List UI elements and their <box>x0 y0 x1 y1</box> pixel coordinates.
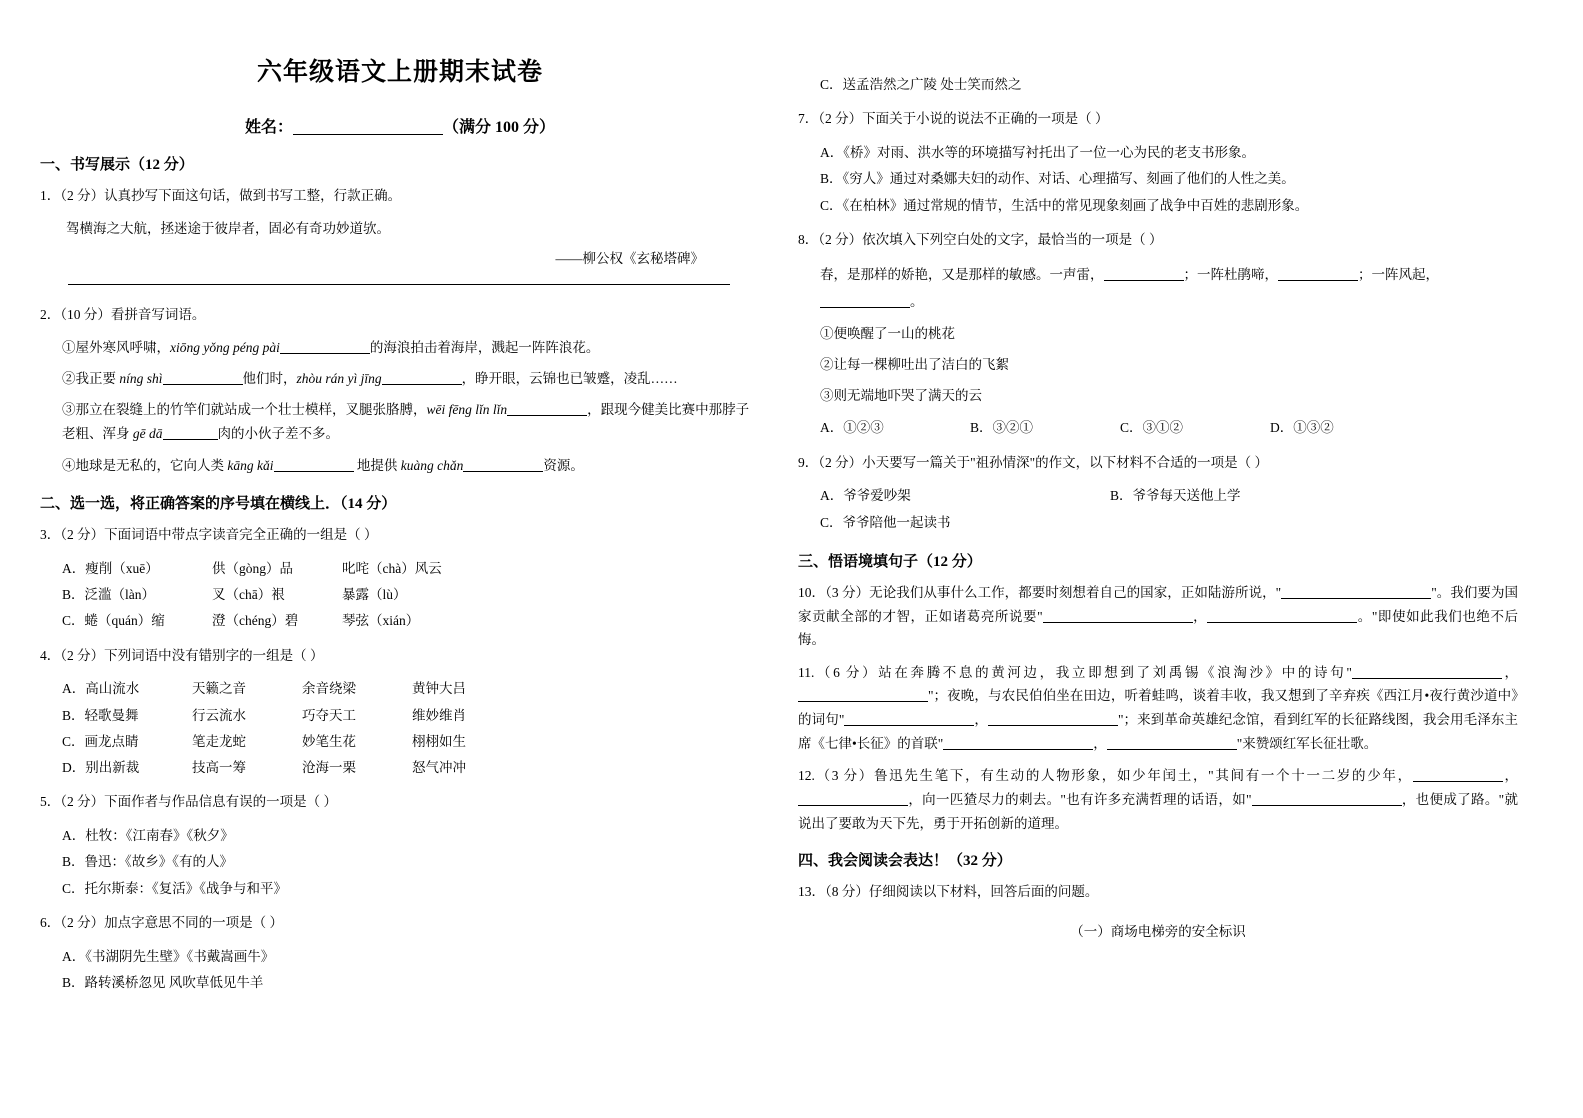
option-b-2[interactable]: 行云流水 <box>192 707 246 723</box>
question-6-options-left <box>62 944 760 997</box>
option-a[interactable]: A．《桥》对雨、洪水等的环境描写衬托出了一位一心为民的老支书形象。 <box>820 144 1255 160</box>
question-9-options <box>820 483 1518 536</box>
question-9-number: 9． <box>798 454 819 470</box>
answer-blank[interactable] <box>1281 598 1431 599</box>
option-c[interactable]: C．托尔斯泰：《复活》《战争与和平》 <box>62 880 288 896</box>
question-2-item-3: ③那立在裂缝上的竹竿们就站成一个壮士模样，叉腿张胳膊，wēi fēng lǐn lǐn ，跟现今健美比赛中那脖子老粗、浑身 gē dā 肉的小伙子差不多。 <box>62 402 750 442</box>
option-row[interactable] <box>62 582 760 608</box>
option-row[interactable] <box>62 703 760 729</box>
option-row[interactable] <box>62 755 760 781</box>
option-c[interactable]: C．蜷（quán）缩 <box>62 613 165 629</box>
item-marker: ③ <box>62 402 76 418</box>
option-row[interactable] <box>62 608 760 634</box>
question-7-options <box>820 140 1518 219</box>
section-heading-1: 一、书写展示（12 分） <box>40 157 194 173</box>
answer-blank[interactable] <box>1207 622 1357 623</box>
question-13-number: 13． <box>798 884 825 900</box>
option-row[interactable] <box>62 849 760 875</box>
option-row[interactable] <box>820 140 1518 166</box>
answer-blank[interactable] <box>798 805 908 806</box>
answer-blank[interactable] <box>280 353 370 354</box>
question-7-number: 7． <box>798 111 819 127</box>
option-c[interactable]: C．送孟浩然之广陵 处士笑而然之 <box>820 77 1022 92</box>
pinyin-hint: xiōng yǒng péng pài <box>170 339 280 355</box>
question-2-text: （10 分）看拼音写词语。 <box>60 306 206 322</box>
item-marker: ① <box>62 339 76 355</box>
option-a[interactable]: A．《书湖阴先生壁》《书戴嵩画牛》 <box>62 948 275 964</box>
option-d[interactable]: D．①③② <box>1270 420 1334 436</box>
option-c-4[interactable]: 栩栩如生 <box>412 733 466 749</box>
pinyin-hint: gē dā <box>132 426 163 442</box>
option-d-2[interactable]: 技高一筹 <box>192 760 246 776</box>
question-6-options-right <box>820 72 1518 98</box>
answer-blank[interactable] <box>163 384 243 385</box>
item-marker: ④ <box>62 457 76 473</box>
question-5-number: 5． <box>40 794 61 810</box>
section-heading-4: 四、我会阅读会表达！（32 分） <box>798 853 1012 870</box>
item-text-pre: 屋外寒风呼啸， <box>75 339 170 355</box>
option-row[interactable] <box>820 193 1518 219</box>
option-a-3[interactable]: 叱咤（chà）风云 <box>342 560 442 576</box>
option-d-4[interactable]: 怒气冲冲 <box>412 760 466 776</box>
option-c[interactable]: C．画龙点睛 <box>62 733 139 749</box>
left-column <box>40 34 760 1098</box>
name-input-blank[interactable] <box>293 134 443 135</box>
question-2-number: 2． <box>40 306 61 322</box>
question-3 <box>40 523 760 547</box>
answer-blank[interactable] <box>507 415 587 416</box>
question-3-text: （2 分）下面词语中带点字读音完全正确的一组是（ ） <box>60 527 378 543</box>
question-3-options <box>62 556 760 635</box>
question-8-item-1: ①便唤醒了一山的桃花 <box>820 325 955 341</box>
option-row[interactable] <box>62 970 760 996</box>
option-a[interactable]: A．高山流水 <box>62 681 140 697</box>
question-8 <box>798 228 1518 252</box>
pinyin-hint: kuàng chǎn <box>400 457 464 473</box>
answer-blank[interactable] <box>463 471 543 472</box>
name-label: 姓名： <box>244 119 293 136</box>
question-1-attribution: ——柳公权《玄秘塔碑》 <box>555 250 704 266</box>
question-1 <box>40 184 760 208</box>
question-12: 12.（3 分）鲁迅先生笔下，有生动的人物形象，如少年闰土，"其间有一个十一二岁的少年， ，，向一匹猹尽力的刺去。"也有许多充满哲理的话语，如" ，也便成了路。"就说出了要敢为天下先，勇于开拓创新的道理。 <box>798 768 1519 831</box>
pinyin-hint: níng shì <box>119 370 163 386</box>
option-b[interactable]: B．《穷人》通过对桑娜夫妇的动作、对话、心理描写、刻画了他们的人性之美。 <box>820 171 1295 187</box>
option-c[interactable]: C．爷爷陪他一起读书 <box>820 514 951 530</box>
question-11: 11.（6 分）站在奔腾不息的黄河边，我立即想到了刘禹锡《浪淘沙》中的诗句" ，"；夜晚，与农民伯伯坐在田边，听着蛙鸣，谈着丰收，我又想到了辛弃疾《西江月•夜行黄沙道中》的词句" ， "；来到革命英雄纪念馆，看到红军的长征路线图，我会用毛泽东主席《七律•长征》的首联" ， "来赞颂红军长征壮歌。 <box>798 664 1519 751</box>
question-5-options <box>62 823 760 902</box>
option-b-3[interactable]: 暴露（lù） <box>342 586 407 602</box>
question-10: 10．（3 分）无论我们从事什么工作，都要时刻想着自己的国家，正如陆游所说，" "。我们要为国家贡献全部的才智，正如诸葛亮所说要" ， 。"即使如此我们也绝不后悔。 <box>798 584 1519 648</box>
question-2-item-2: ②我正要 níng shì 他们时，zhòu rán yì jīng ，睁开眼，云锦也已皱蹙，凌乱…… <box>62 370 678 386</box>
option-b-4[interactable]: 维妙维肖 <box>412 707 466 723</box>
page-title: 六年级语文上册期末试卷 <box>256 59 543 86</box>
option-row[interactable] <box>820 510 1518 536</box>
answer-blank[interactable] <box>1278 280 1358 281</box>
question-8-number: 8． <box>798 231 819 247</box>
answer-blank[interactable] <box>1252 805 1402 806</box>
question-13-text: （8 分）仔细阅读以下材料，回答后面的问题。 <box>825 884 1099 900</box>
handwriting-line[interactable] <box>68 283 730 285</box>
answer-blank[interactable] <box>943 749 1093 750</box>
option-c[interactable]: C．《在柏林》通过常规的情节，生活中的常见现象刻画了战争中百姓的悲剧形象。 <box>820 197 1309 213</box>
option-b-2[interactable]: 叉（chā）裉 <box>212 586 285 602</box>
option-row[interactable] <box>820 72 1518 98</box>
section-heading-2: 二、选一选，将正确答案的序号填在横线上．（14 分） <box>40 496 397 513</box>
option-b-3[interactable]: 巧夺天工 <box>302 707 356 723</box>
answer-blank[interactable] <box>1043 622 1193 623</box>
question-7-text: （2 分）下面关于小说的说法不正确的一项是（ ） <box>818 111 1109 127</box>
question-6-number: 6． <box>40 915 61 931</box>
option-row[interactable] <box>62 729 760 755</box>
item-text-post: 的海浪拍击着海岸，溅起一阵阵浪花。 <box>369 339 600 355</box>
option-b[interactable]: B．爷爷每天送他上学 <box>1110 488 1241 504</box>
question-2-item-4: ④地球是无私的，它向人类 kāng kǎi 地提供 kuàng chǎn 资源。 <box>62 457 584 473</box>
option-b[interactable]: B．③②① <box>970 420 1034 436</box>
item-marker: ② <box>62 370 76 386</box>
option-a-3[interactable]: 余音绕梁 <box>302 681 356 697</box>
question-8-item-2: ②让每一棵柳吐出了洁白的飞絮 <box>820 356 1009 372</box>
score-note: （满分 100 分） <box>443 119 556 136</box>
pinyin-hint: zhòu rán yì jīng <box>296 370 382 386</box>
option-c-3[interactable]: 琴弦（xián） <box>342 613 420 629</box>
option-b[interactable]: B．鲁迅：《故乡》《有的人》 <box>62 854 234 870</box>
answer-blank[interactable] <box>844 725 974 726</box>
question-12-number: 12. <box>798 768 815 784</box>
question-2-item-1 <box>62 336 760 360</box>
question-8-stem: 春，是那样的娇艳，又是那样的敏感。一声雷， ；一阵杜鹃啼， ；一阵风起，。 <box>820 266 1439 309</box>
question-4 <box>40 644 760 668</box>
option-a[interactable]: A．①②③ <box>820 420 884 436</box>
option-a[interactable]: A．瘦削（xuē） <box>62 560 159 576</box>
option-a[interactable]: A．爷爷爱吵架 <box>820 488 911 504</box>
question-7 <box>798 107 1518 131</box>
question-5-text: （2 分）下面作者与作品信息有误的一项是（ ） <box>60 794 337 810</box>
option-row[interactable] <box>820 166 1518 192</box>
option-b[interactable]: B．泛滥（làn） <box>62 586 155 602</box>
option-row[interactable] <box>62 876 760 902</box>
option-row[interactable] <box>820 483 1518 509</box>
option-row[interactable] <box>62 823 760 849</box>
answer-blank[interactable] <box>382 384 462 385</box>
question-6 <box>40 911 760 935</box>
option-a[interactable]: A．杜牧：《江南春》《秋夕》 <box>62 828 234 844</box>
answer-blank[interactable] <box>1104 280 1184 281</box>
option-row[interactable] <box>62 676 760 702</box>
question-4-options <box>62 676 760 781</box>
question-2 <box>40 303 760 327</box>
option-d[interactable]: D．别出新裁 <box>62 760 140 776</box>
pinyin-hint: kāng kǎi <box>227 457 274 473</box>
option-b[interactable]: B．路转溪桥忽见 风吹草低见牛羊 <box>62 974 264 990</box>
question-5 <box>40 790 760 814</box>
option-row[interactable] <box>62 556 760 582</box>
option-d-3[interactable]: 沧海一栗 <box>302 760 356 776</box>
answer-blank[interactable] <box>1107 749 1237 750</box>
name-field-row <box>40 114 760 137</box>
answer-blank[interactable] <box>820 307 910 308</box>
question-8-options <box>820 415 1518 441</box>
question-10-number: 10． <box>798 584 826 600</box>
question-6-text: （2 分）加点字意思不同的一项是（ ） <box>60 915 283 931</box>
option-b[interactable]: B．轻歌曼舞 <box>62 707 139 723</box>
question-11-number: 11. <box>798 664 815 680</box>
question-13 <box>798 880 1518 904</box>
option-row[interactable] <box>62 944 760 970</box>
option-c-2[interactable]: 澄（chéng）碧 <box>212 613 299 629</box>
question-9 <box>798 451 1518 475</box>
right-column <box>798 34 1518 1098</box>
option-a-2[interactable]: 供（gòng）品 <box>212 560 293 576</box>
question-4-number: 4． <box>40 647 61 663</box>
answer-blank[interactable] <box>163 439 218 440</box>
question-1-number: 1． <box>40 188 61 203</box>
answer-blank[interactable] <box>798 701 928 702</box>
question-8-item-3: ③则无端地吓哭了满天的云 <box>820 388 982 404</box>
two-column-layout <box>40 34 1543 1098</box>
question-8-text: （2 分）依次填入下列空白处的文字，最恰当的一项是（ ） <box>818 231 1163 247</box>
option-a-2[interactable]: 天籁之音 <box>192 681 246 697</box>
option-c-3[interactable]: 妙笔生花 <box>302 733 356 749</box>
answer-blank[interactable] <box>1352 678 1502 679</box>
section-heading-3: 三、悟语境填句子（12 分） <box>798 553 982 570</box>
answer-blank[interactable] <box>274 471 354 472</box>
answer-blank[interactable] <box>1413 781 1503 782</box>
option-c-2[interactable]: 笔走龙蛇 <box>192 733 246 749</box>
answer-blank[interactable] <box>988 725 1118 726</box>
question-9-text: （2 分）小天要写一篇关于"祖孙情深"的作文，以下材料不合适的一项是（ ） <box>818 454 1269 470</box>
material-title: （一）商场电梯旁的安全标识 <box>1070 923 1246 939</box>
option-c[interactable]: C．③①② <box>1120 420 1184 436</box>
question-1-sentence: 驾横海之大航，拯迷途于彼岸者，固必有奇功妙道欤。 <box>66 220 390 236</box>
question-3-number: 3． <box>40 527 61 543</box>
option-a-4[interactable]: 黄钟大吕 <box>412 681 466 697</box>
pinyin-hint: wēi fēng lǐn lǐn <box>426 402 508 418</box>
question-1-text: （2 分）认真抄写下面这句话，做到书写工整，行款正确。 <box>60 188 402 203</box>
option-row[interactable] <box>820 415 1518 441</box>
question-4-text: （2 分）下列词语中没有错别字的一组是（ ） <box>60 647 324 663</box>
